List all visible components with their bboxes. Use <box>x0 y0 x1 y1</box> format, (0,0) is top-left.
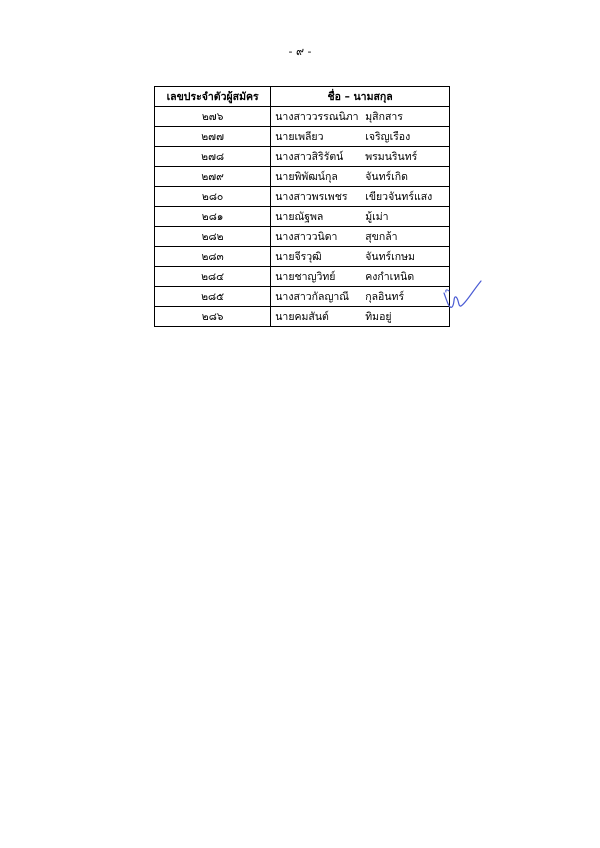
applicant-name <box>271 127 450 147</box>
last-name: มุสิกสาร <box>365 110 403 123</box>
table-row <box>155 227 450 247</box>
last-name: พรมนรินทร์ <box>365 150 418 163</box>
first-name: นางสาววรรณนิภา <box>275 110 359 123</box>
applicant-id: ๒๗๘ <box>155 147 271 167</box>
applicant-table <box>154 86 450 327</box>
applicant-name <box>271 307 450 327</box>
table-row <box>155 167 450 187</box>
table-row <box>155 187 450 207</box>
header-full-name: ชื่อ – นามสกุล <box>271 87 450 107</box>
applicant-name <box>271 247 450 267</box>
table-header-row <box>155 87 450 107</box>
applicant-name <box>271 147 450 167</box>
last-name: เจริญเรือง <box>365 130 411 143</box>
table-row <box>155 207 450 227</box>
applicant-name <box>271 207 450 227</box>
first-name: นางสาวกัลญาณี <box>275 290 350 303</box>
applicant-id: ๒๘๑ <box>155 207 271 227</box>
signature-mark <box>441 279 483 315</box>
last-name: สุขกล้า <box>365 230 398 243</box>
last-name: จันทร์เกษม <box>365 250 415 263</box>
applicant-id: ๒๘๔ <box>155 267 271 287</box>
last-name: มู้เม่า <box>365 210 389 223</box>
applicant-id: ๒๗๗ <box>155 127 271 147</box>
applicant-name <box>271 267 450 287</box>
table-row <box>155 107 450 127</box>
applicant-id: ๒๘๓ <box>155 247 271 267</box>
first-name: นางสาวพรเพชร <box>275 190 348 203</box>
first-name: นางสาวสิริรัตน์ <box>275 150 344 163</box>
applicant-id: ๒๘๐ <box>155 187 271 207</box>
first-name: นายพิพัฒน์กุล <box>275 170 338 183</box>
applicant-id: ๒๗๙ <box>155 167 271 187</box>
table-row <box>155 127 450 147</box>
last-name: เขียวจันทร์แสง <box>365 190 433 203</box>
first-name: นายชาญวิทย์ <box>275 270 336 283</box>
last-name: ทิมอยู่ <box>365 310 392 323</box>
applicant-id: ๒๘๖ <box>155 307 271 327</box>
table-row <box>155 267 450 287</box>
last-name: คงกำเหนิด <box>365 270 415 283</box>
applicant-name <box>271 167 450 187</box>
applicant-id: ๒๘๕ <box>155 287 271 307</box>
applicant-name <box>271 107 450 127</box>
first-name: นายณัฐพล <box>275 210 324 223</box>
last-name: กุลอินทร์ <box>365 290 405 303</box>
first-name: นายจีรวุฒิ <box>275 250 322 263</box>
table-row <box>155 287 450 307</box>
page-number: - ๙ - <box>288 45 312 58</box>
header-applicant-id: เลขประจำตัวผู้สมัคร <box>155 87 271 107</box>
applicant-name <box>271 287 450 307</box>
applicant-name <box>271 187 450 207</box>
last-name: จันทร์เกิด <box>365 170 408 183</box>
applicant-id: ๒๘๒ <box>155 227 271 247</box>
first-name: นายคมสันต์ <box>275 310 329 323</box>
table-row <box>155 307 450 327</box>
applicant-name <box>271 227 450 247</box>
applicant-id: ๒๗๖ <box>155 107 271 127</box>
table-row <box>155 147 450 167</box>
first-name: นางสาววนิดา <box>275 230 338 243</box>
first-name: นายเพลียว <box>275 130 324 143</box>
table-row <box>155 247 450 267</box>
